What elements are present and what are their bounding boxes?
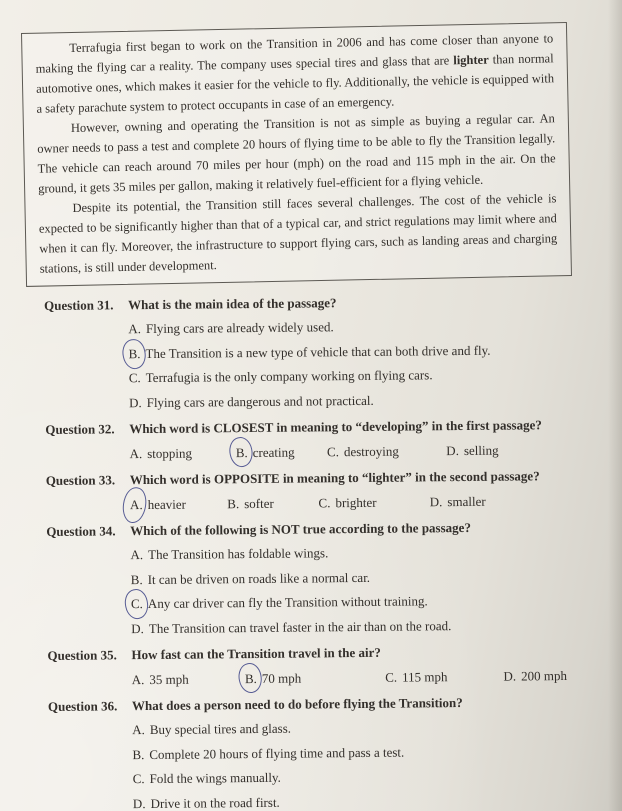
passage-text: than normal automotive ones, which makes it easier for the vehicle to fly. Additionally, the vehicle is equipped with a safety parachute system to protect occupants in case of an emergency. [35, 51, 555, 116]
option-letter: D. [503, 668, 517, 684]
passage-box [21, 22, 572, 287]
question-33 [46, 465, 602, 518]
question-31-options [128, 313, 601, 416]
option-letter: C. [326, 444, 340, 460]
answer-option [385, 664, 500, 690]
passage-text: Terrafugia first began to work on the Transition in 2006 and has come closer than anyone to making the flying car a reality. The company uses special tires and glass that are [35, 31, 554, 76]
question-34 [46, 516, 603, 642]
question-31-header [44, 290, 600, 316]
question-36-header [48, 691, 604, 717]
question-33-options [130, 488, 602, 518]
question-stem: How fast can the Transition travel in the air? [131, 644, 381, 663]
circled-option-letter: B. [245, 666, 257, 691]
answer-option [430, 489, 486, 515]
answer-option [227, 490, 315, 516]
question-34-options [130, 539, 603, 642]
circled-option-letter: A. [130, 492, 143, 517]
option-letter: C. [128, 370, 141, 386]
question-33-header [46, 465, 602, 491]
questions-section [44, 290, 605, 811]
circled-option-letter: B. [128, 342, 140, 367]
answer-option [129, 386, 601, 415]
option-text: brighter [335, 494, 377, 511]
question-stem: What is the main idea of the passage? [128, 295, 337, 313]
question-label: Question 33. [45, 472, 116, 488]
answer-option [236, 439, 324, 465]
option-letter: A. [131, 672, 145, 688]
question-stem: Which word is OPPOSITE in meaning to “lighter” in the second passage? [129, 468, 540, 488]
answer-option [318, 489, 426, 515]
option-letter: D. [132, 795, 146, 811]
option-text: The Transition is a new type of vehicle that can both drive and fly. [145, 342, 491, 361]
question-label: Question 36. [47, 698, 118, 714]
option-text: Complete 20 hours of flying time and pass a test. [149, 744, 405, 762]
option-letter: D. [446, 443, 459, 459]
answer-option [327, 438, 443, 464]
question-stem: What does a person need to do before flying the Transition? [131, 694, 463, 714]
question-35 [47, 640, 603, 693]
option-text: heavier [147, 496, 186, 513]
option-letter: A. [132, 722, 145, 738]
option-text: smaller [447, 493, 486, 510]
answer-option [130, 491, 224, 517]
answer-option [245, 665, 382, 691]
option-letter: D. [131, 620, 144, 636]
answer-option [446, 438, 499, 464]
option-text: Any car driver can fly the Transition without training. [147, 593, 428, 612]
option-letter: A. [130, 547, 144, 563]
option-letter: B. [130, 571, 143, 587]
option-text: Flying cars are dangerous and not practical. [146, 392, 374, 410]
question-35-options [132, 663, 604, 693]
circled-option-letter: B. [236, 440, 248, 465]
question-36 [48, 691, 605, 811]
option-letter: A. [129, 446, 143, 462]
question-35-header [47, 640, 603, 666]
option-text: 200 mph [520, 667, 568, 684]
option-letter: D. [429, 494, 443, 510]
option-text: softer [244, 495, 274, 512]
option-text: destroying [343, 443, 399, 460]
option-letter: B. [227, 496, 240, 512]
bold-word-lighter: lighter [453, 52, 489, 68]
option-letter: C. [132, 771, 145, 787]
passage-paragraph-1 [35, 28, 555, 118]
page-content [0, 33, 622, 811]
passage-paragraph-2: However, owning and operating the Transition is not as simple as buying a regular car. An owner needs to pass a test and complete 20 hours of flying time to be able to fly the Transition legally. The vehicle can reach around 70 miles per hour (mph) on the road and 115 mph in the air. On the ground, it gets 35 miles per gallon, making it relatively fuel-efficient for a flying vehicle. [37, 111, 556, 196]
question-label: Question 35. [47, 647, 117, 663]
answer-option [129, 440, 232, 466]
option-text: 35 mph [149, 671, 189, 688]
option-text: Buy special tires and glass. [149, 720, 292, 738]
option-text: Terrafugia is the only company working on flying cars. [145, 367, 433, 386]
question-label: Question 32. [45, 421, 115, 437]
question-label: Question 34. [46, 523, 116, 539]
option-text: creating [252, 444, 295, 461]
option-text: The Transition can travel faster in the air than on the road. [148, 617, 452, 636]
option-text: 115 mph [402, 669, 448, 685]
option-text: Fold the wings manually. [149, 769, 281, 787]
question-32-header [45, 414, 601, 440]
option-text: stopping [147, 445, 193, 462]
option-letter: C. [318, 495, 331, 511]
option-text: The Transition has foldable wings. [148, 545, 329, 563]
question-32-options [129, 437, 601, 467]
option-letter: C. [385, 669, 398, 685]
answer-option [132, 666, 242, 692]
question-31 [44, 290, 601, 416]
question-36-options [132, 714, 605, 811]
option-letter: B. [132, 746, 145, 762]
option-letter: D. [128, 394, 142, 410]
circled-option-letter: C. [131, 592, 143, 617]
answer-option [133, 787, 605, 811]
question-stem: Which word is CLOSEST in meaning to “developing” in the first passage? [129, 417, 542, 437]
option-text: It can be driven on roads like a normal car. [147, 569, 371, 587]
question-stem: Which of the following is NOT true according to the passage? [130, 519, 471, 539]
question-32 [45, 414, 601, 467]
option-text: Flying cars are already widely used. [145, 319, 334, 337]
question-label: Question 31. [44, 297, 114, 313]
option-text: 70 mph [261, 670, 302, 686]
answer-option [503, 663, 567, 689]
passage-paragraph-3: Despite its potential, the Transition still faces several challenges. The cost of the vehicle is expected to be significantly higher than that of a typical car, and strict regulations may limit where and when it can fly. Moreover, the infrastructure to support flying cars, such as landing areas and charging stations, is still under development. [38, 191, 558, 276]
option-text: selling [463, 442, 499, 458]
answer-option [131, 612, 603, 641]
option-text: Drive it on the road first. [150, 794, 280, 811]
option-letter: A. [128, 321, 142, 337]
